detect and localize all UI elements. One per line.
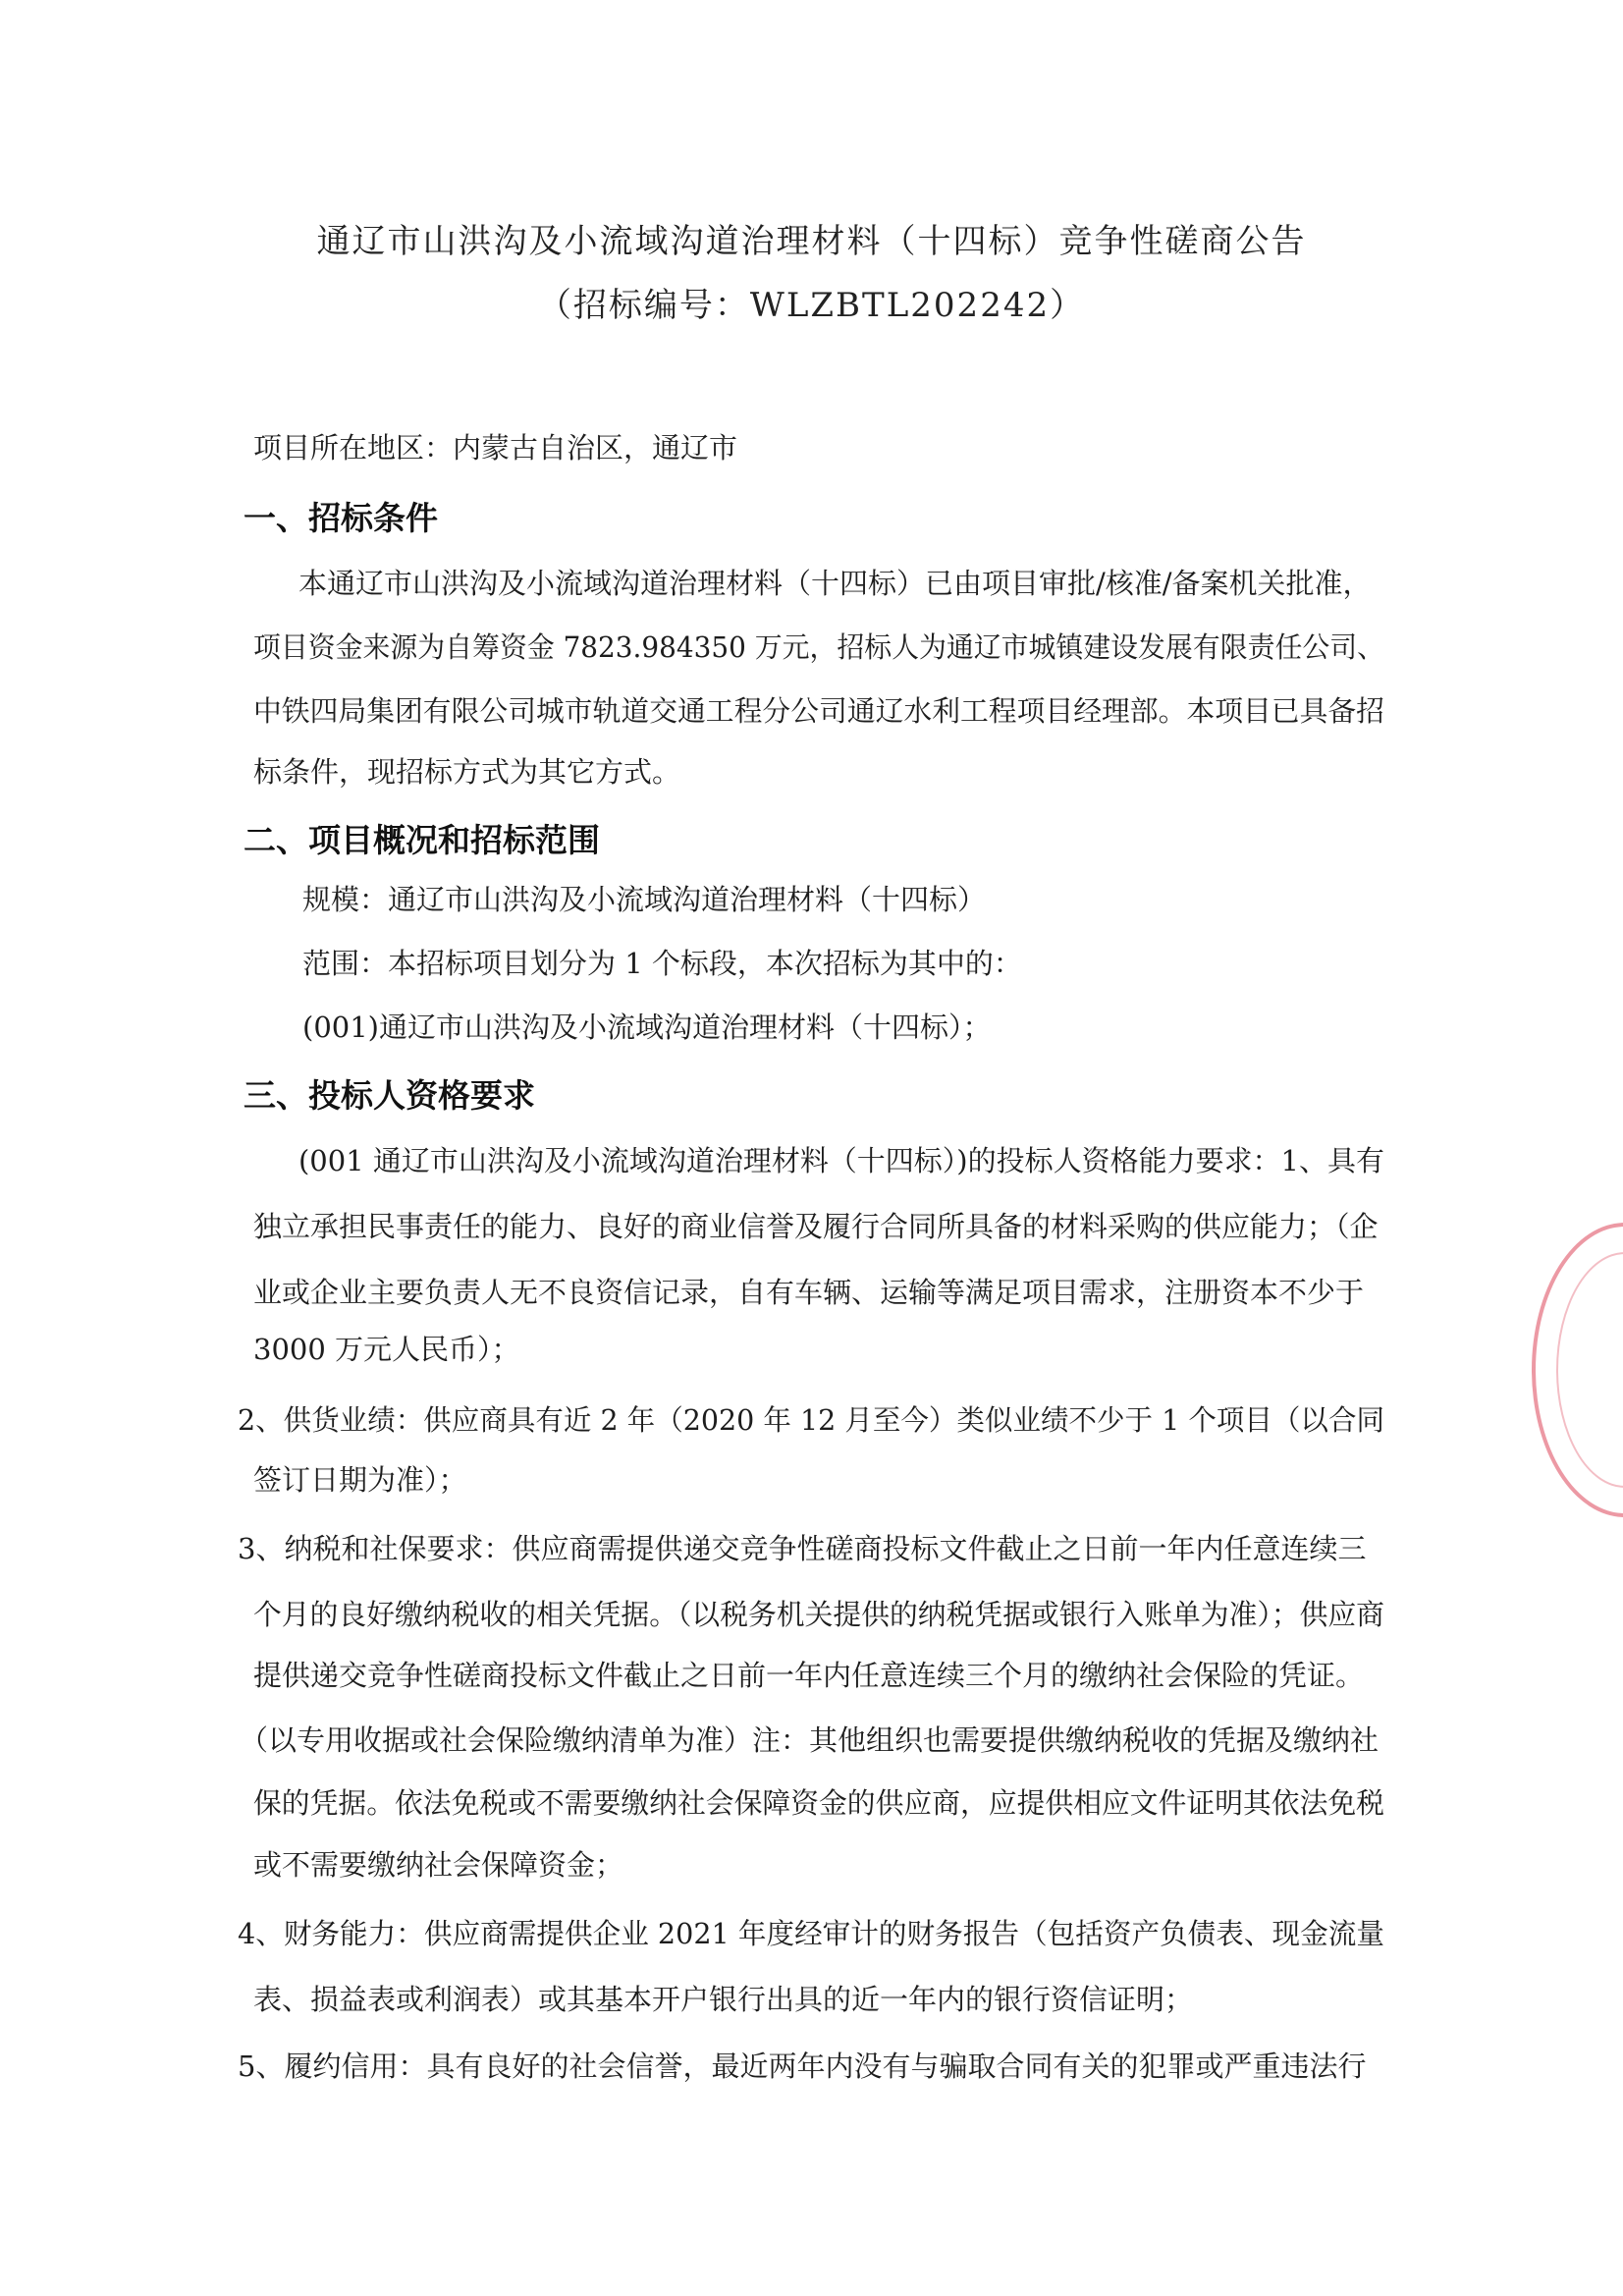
paragraph-line: 中铁四局集团有限公司城市轨道交通工程分公司通辽水利工程项目经理部。本项目已具备招 bbox=[253, 694, 1384, 728]
paragraph-line: 独立承担民事责任的能力、良好的商业信誉及履行合同所具备的材料采购的供应能力；（企 bbox=[253, 1210, 1379, 1243]
section-heading-3: 三、投标人资格要求 bbox=[243, 1076, 535, 1115]
announcement-title: 通辽市山洪沟及小流域沟道治理材料（十四标）竞争性磋商公告 bbox=[316, 222, 1307, 261]
paragraph-line: 业或企业主要负责人无不良资信记录，自有车辆、运输等满足项目需求，注册资本不少于 bbox=[253, 1276, 1365, 1309]
paragraph-line: 保的凭据。依法免税或不需要缴纳社会保障资金的供应商，应提供相应文件证明其依法免税 bbox=[253, 1786, 1384, 1820]
paragraph-line: 签订日期为准）； bbox=[253, 1463, 467, 1497]
paragraph-line: 个月的良好缴纳税收的相关凭据。（以税务机关提供的纳税凭据或银行入账单为准）；供应商 bbox=[253, 1598, 1384, 1631]
paragraph-line: 规模：通辽市山洪沟及小流域沟道治理材料（十四标） bbox=[302, 883, 987, 916]
paragraph-line: 4、财务能力：供应商需提供企业 2021 年度经审计的财务报告（包括资产负债表、现金流量 bbox=[238, 1917, 1384, 1950]
section-heading-1: 一、招标条件 bbox=[243, 499, 438, 537]
project-region: 项目所在地区：内蒙古自治区，通辽市 bbox=[253, 431, 738, 465]
tender-number: （招标编号：WLZBTL202242） bbox=[537, 286, 1086, 325]
paragraph-line: 提供递交竞争性磋商投标文件截止之日前一年内任意连续三个月的缴纳社会保险的凭证。 bbox=[253, 1659, 1365, 1692]
paragraph-line: 3、纳税和社保要求：供应商需提供递交竞争性磋商投标文件截止之日前一年内任意连续三 bbox=[238, 1532, 1367, 1565]
paragraph-line: 3000 万元人民币）； bbox=[253, 1333, 520, 1366]
paragraph-line: 或不需要缴纳社会保障资金； bbox=[253, 1848, 624, 1882]
paragraph-line: 5、履约信用：具有良好的社会信誉，最近两年内没有与骗取合同有关的犯罪或严重违法行 bbox=[238, 2050, 1367, 2083]
paragraph-line: 项目资金来源为自筹资金 7823.984350 万元，招标人为通辽市城镇建设发展有限责任公司、 bbox=[253, 630, 1384, 664]
paragraph-line: 表、损益表或利润表）或其基本开户银行出具的近一年内的银行资信证明； bbox=[253, 1983, 1194, 2016]
paragraph-line: 2、供货业绩：供应商具有近 2 年（2020 年 12 月至今）类似业绩不少于 1 个项目（以合同 bbox=[238, 1403, 1384, 1437]
paragraph-line: 本通辽市山洪沟及小流域沟道治理材料（十四标）已由项目审批/核准/备案机关批准， bbox=[298, 567, 1372, 600]
paragraph-line: (001)通辽市山洪沟及小流域沟道治理材料（十四标）； bbox=[302, 1011, 992, 1044]
paragraph-line: 范围：本招标项目划分为 1 个标段，本次招标为其中的： bbox=[302, 947, 1022, 980]
section-heading-2: 二、项目概况和招标范围 bbox=[243, 821, 600, 859]
paragraph-line: （以专用收据或社会保险缴纳清单为准）注：其他组织也需要提供缴纳税收的凭据及缴纳社 bbox=[240, 1723, 1380, 1757]
paragraph-line: (001 通辽市山洪沟及小流域沟道治理材料（十四标）)的投标人资格能力要求：1、具有 bbox=[298, 1144, 1384, 1177]
paragraph-line: 标条件，现招标方式为其它方式。 bbox=[253, 755, 681, 789]
